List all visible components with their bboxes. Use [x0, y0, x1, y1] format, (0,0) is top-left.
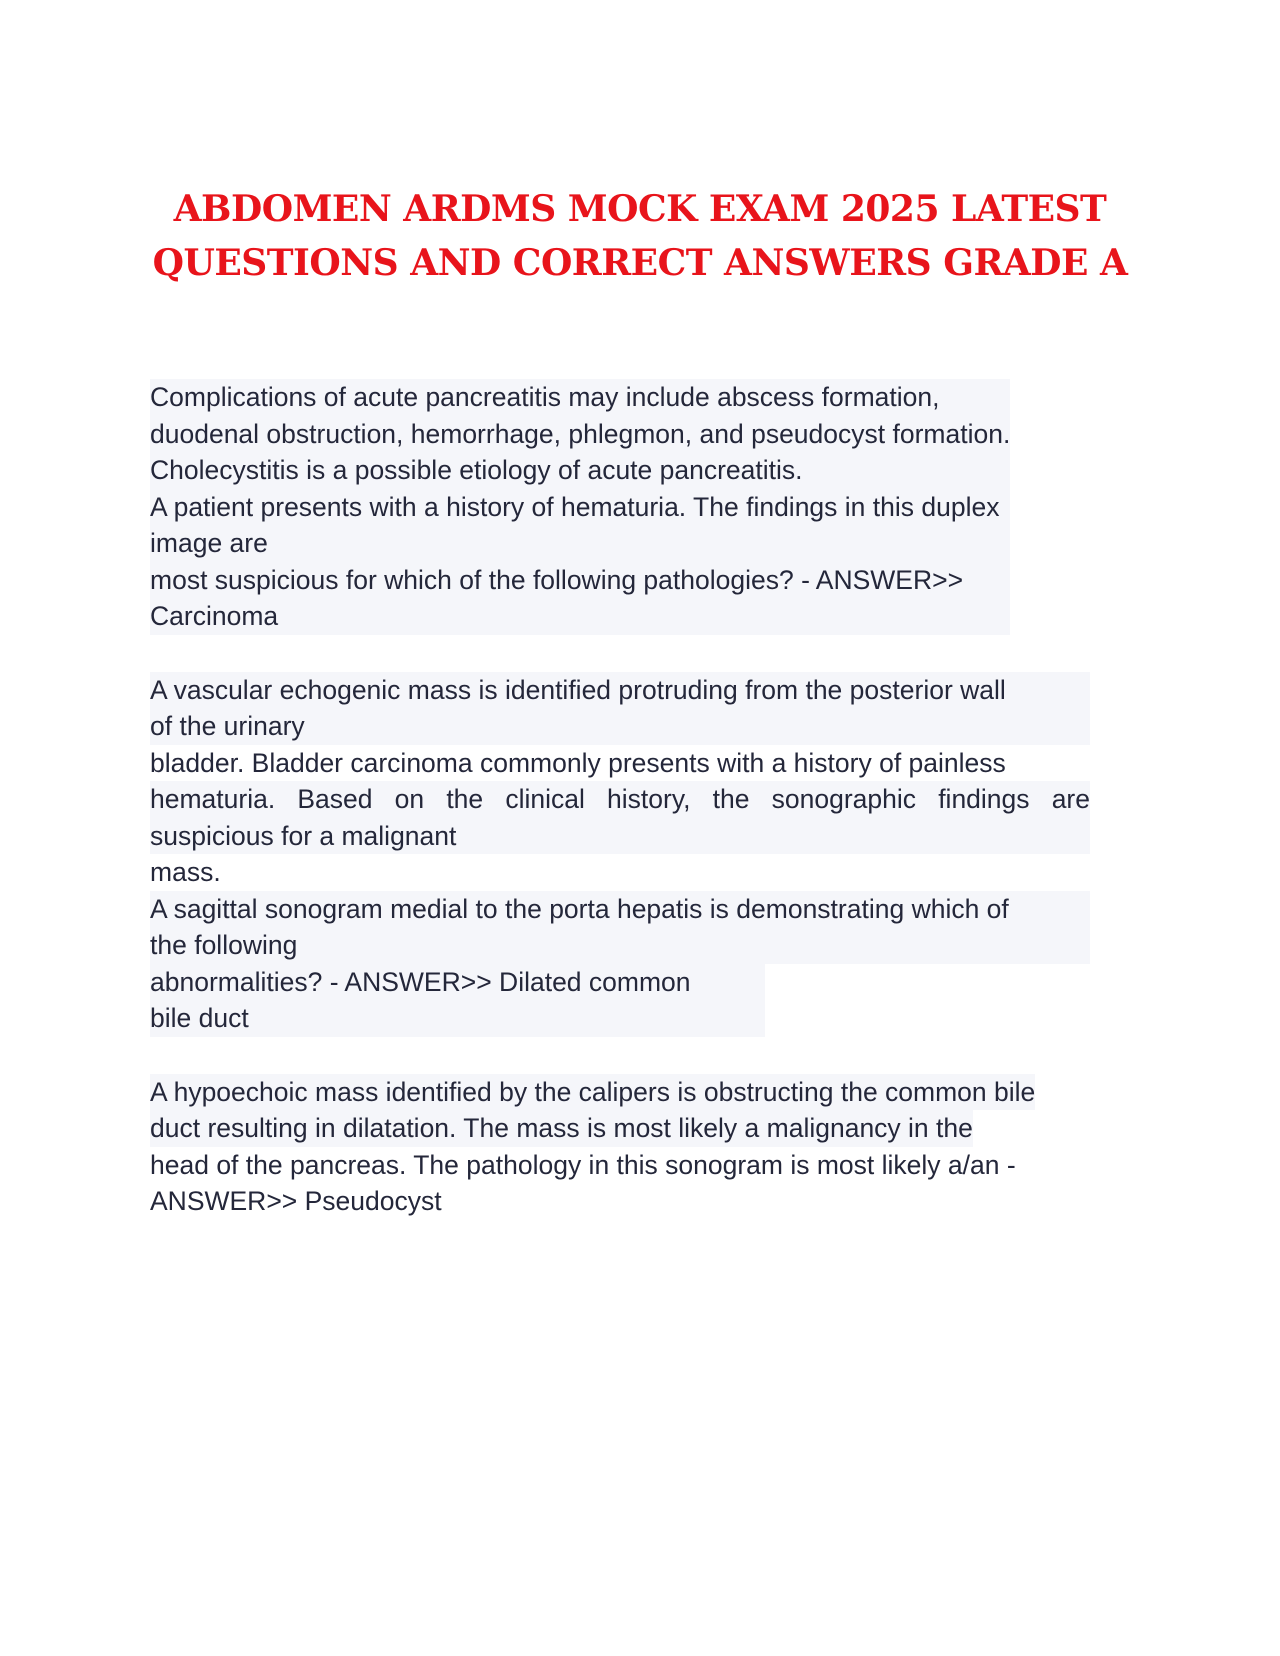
question-block-3 — [150, 1074, 1150, 1220]
text-line: duodenal obstruction, hemorrhage, phlegmon, and pseudocyst formation. — [150, 416, 1010, 453]
text-line: suspicious for a malignant — [150, 818, 1090, 855]
text-line: image are — [150, 525, 1010, 562]
paragraph-gap — [150, 635, 1150, 672]
text-line: mass. — [150, 854, 1090, 891]
highlight-group — [150, 672, 1090, 964]
text-line: A patient presents with a history of hematuria. The findings in this duplex — [150, 489, 1010, 526]
highlight-group — [150, 964, 765, 1037]
text-line: abnormalities? - ANSWER>> Dilated common — [150, 964, 765, 1001]
text-line: A sagittal sonogram medial to the porta hepatis is demonstrating which of — [150, 891, 1090, 928]
text-line: duct resulting in dilatation. The mass is most likely a malignancy in the — [150, 1110, 973, 1147]
text-line: of the urinary — [150, 708, 1090, 745]
text-line: Complications of acute pancreatitis may include abscess formation, — [150, 379, 1010, 416]
paragraph-gap — [150, 1037, 1150, 1074]
text-line: head of the pancreas. The pathology in this sonogram is most likely a/an - — [150, 1149, 1016, 1180]
text-line: A vascular echogenic mass is identified protruding from the posterior wall — [150, 672, 1090, 709]
text-line: hematuria. Based on the clinical history, the sonographic findings are — [150, 781, 1090, 818]
text-line: the following — [150, 927, 1090, 964]
title-line-2: QUESTIONS AND CORRECT ANSWERS GRADE A — [152, 242, 1128, 284]
document-body — [150, 379, 1150, 1220]
question-block-1 — [150, 379, 1150, 635]
text-line: ANSWER>> Pseudocyst — [150, 1186, 442, 1216]
text-line: Carcinoma — [150, 598, 1010, 635]
text-line: A hypoechoic mass identified by the calipers is obstructing the common bile — [150, 1074, 1035, 1111]
text-line: most suspicious for which of the following pathologies? - ANSWER>> — [150, 562, 1010, 599]
text-line: bladder. Bladder carcinoma commonly presents with a history of painless — [150, 745, 1090, 782]
text-line: bile duct — [150, 1000, 765, 1037]
question-block-2 — [150, 672, 1150, 1037]
document-title — [100, 182, 1180, 290]
highlight-group — [150, 379, 1010, 635]
title-line-1: ABDOMEN ARDMS MOCK EXAM 2025 LATEST — [173, 188, 1107, 230]
text-line: Cholecystitis is a possible etiology of acute pancreatitis. — [150, 452, 1010, 489]
